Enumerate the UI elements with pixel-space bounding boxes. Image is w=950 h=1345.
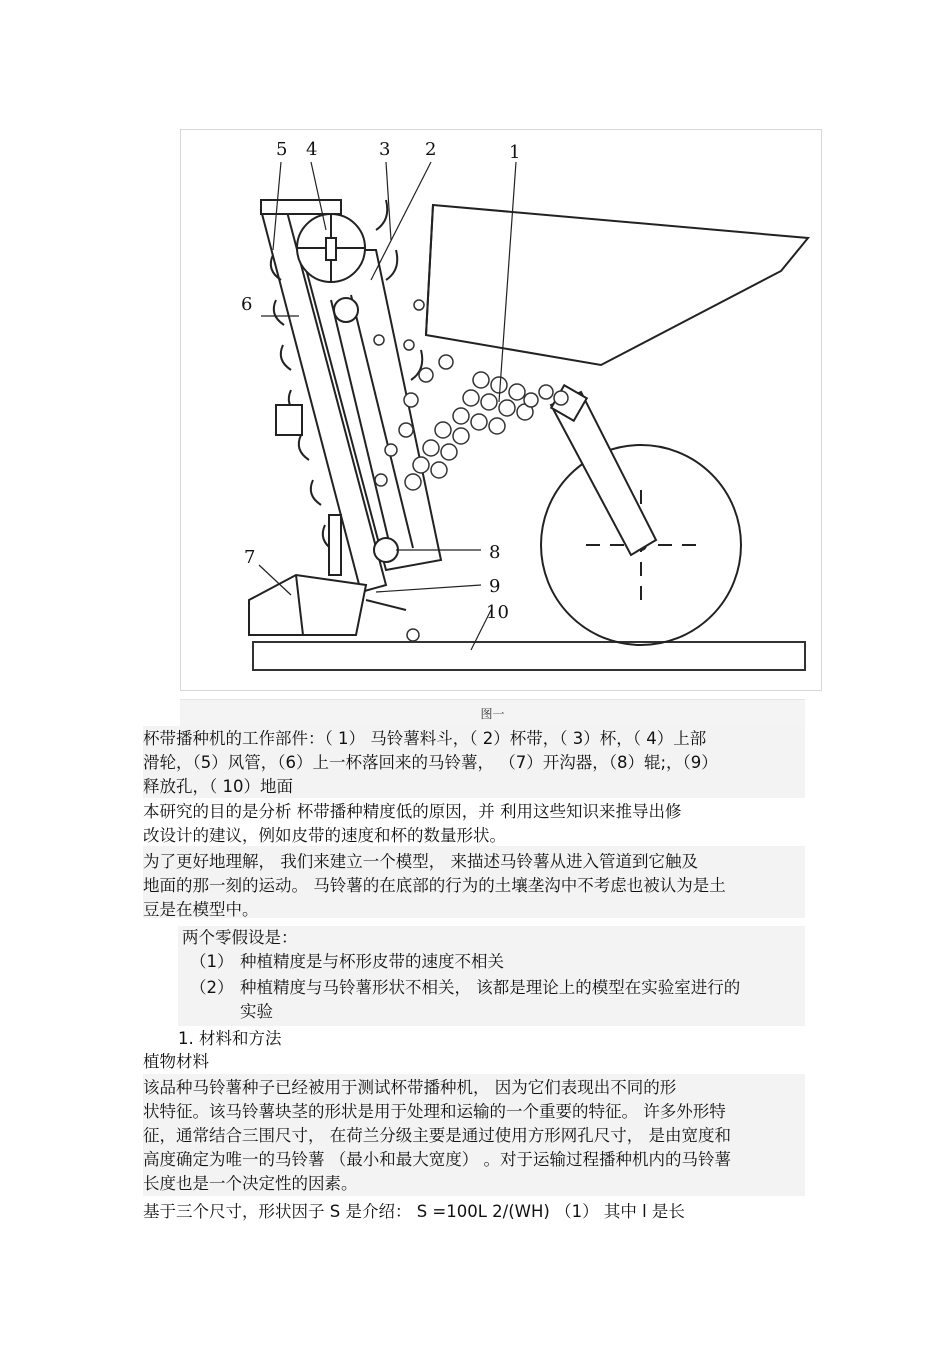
formula-line: 基于三个尺寸，形状因子 S 是介绍： S =100L 2/(WH) （1） 其中 l 是长 [143, 1202, 685, 1221]
planter-diagram [181, 130, 821, 690]
materials-line-2: 状特征。该马铃薯块茎的形状是用于处理和运输的一个重要的特征。 许多外形特 [143, 1102, 726, 1121]
section-heading: 1. 材料和方法 [178, 1029, 282, 1048]
planter-figure [180, 129, 822, 691]
model-line-3: 豆是在模型中。 [143, 900, 259, 919]
label-5: 5 [276, 139, 288, 160]
parts-line-2: 滑轮，（5）风管，（6）上一杯落回来的马铃薯， （7）开沟器，（8）辊;，（9） [143, 753, 718, 772]
label-10: 10 [486, 602, 509, 623]
hypothesis-2-text: 种植精度与马铃薯形状不相关， 该都是理论上的模型在实验室进行的 [240, 978, 741, 997]
materials-line-5: 长度也是一个决定性的因素。 [143, 1174, 358, 1193]
label-4: 4 [306, 139, 318, 160]
hypothesis-1-number: （1） [190, 952, 234, 971]
aim-line-1: 本研究的目的是分析 杯带播种精度低的原因，并 利用这些知识来推导出修 [143, 802, 682, 821]
model-line-1: 为了更好地理解， 我们来建立一个模型， 来描述马铃薯从进入管道到它触及 [143, 852, 698, 871]
figure-caption-row [180, 699, 805, 726]
figure-caption: 图一 [480, 707, 505, 721]
label-6: 6 [241, 294, 253, 315]
label-9: 9 [489, 576, 501, 597]
model-line-2: 地面的那一刻的运动。 马铃薯的在底部的行为的土壤垄沟中不考虑也被认为是土 [143, 876, 726, 895]
materials-line-4: 高度确定为唯一的马铃薯 （最小和最大宽度） 。对于运输过程播种机内的马铃薯 [143, 1150, 731, 1169]
label-7: 7 [244, 547, 256, 568]
hypothesis-2-number: （2） [190, 978, 234, 997]
materials-line-3: 征，通常结合三围尺寸， 在荷兰分级主要是通过使用方形网孔尺寸， 是由宽度和 [143, 1126, 731, 1145]
parts-line-3: 释放孔，（ 10）地面 [143, 777, 293, 796]
hypothesis-2-continuation: 实验 [240, 1002, 273, 1021]
label-1: 1 [509, 142, 521, 163]
label-3: 3 [379, 139, 391, 160]
subsection-heading: 植物材料 [143, 1052, 209, 1071]
aim-line-2: 改设计的建议，例如皮带的速度和杯的数量形状。 [143, 826, 506, 845]
materials-line-1: 该品种马铃薯种子已经被用于测试杯带播种机， 因为它们表现出不同的形 [143, 1078, 677, 1097]
hypothesis-1-text: 种植精度是与杯形皮带的速度不相关 [240, 952, 504, 971]
label-8: 8 [489, 542, 501, 563]
hypotheses-title: 两个零假设是： [182, 928, 298, 947]
label-2: 2 [425, 139, 437, 160]
parts-line-1: 杯带播种机的工作部件：（ 1） 马铃薯料斗，（ 2）杯带，（ 3）杯，（ 4）上部 [143, 729, 707, 748]
